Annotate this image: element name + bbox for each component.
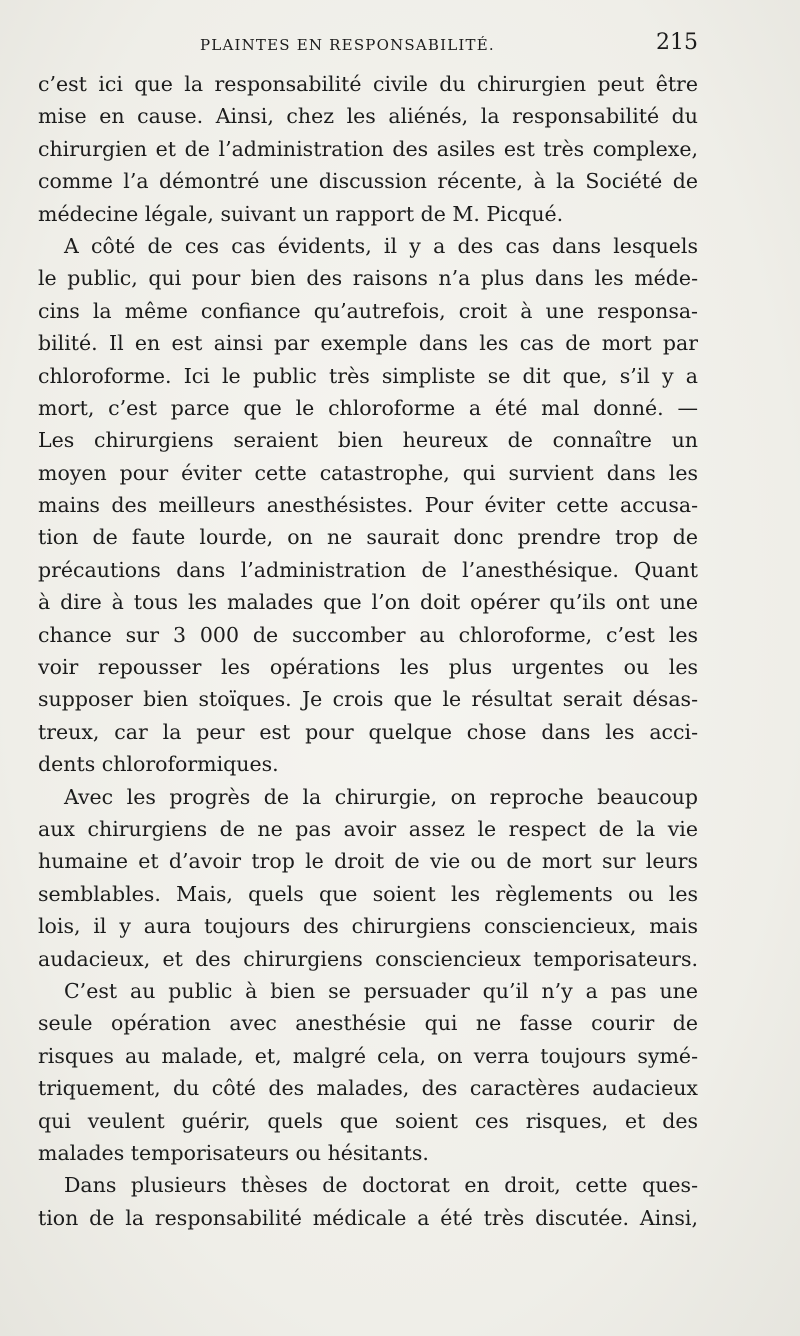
paragraph (38, 975, 698, 1169)
text-line: lois, il y aura toujours des chirurgiens consciencieux, mais (38, 914, 698, 939)
text-line: voir repousser les opérations les plus urgentes ou les (38, 655, 698, 680)
text-line: dents chloroformiques. (38, 752, 279, 777)
text-line: médecine légale, suivant un rapport de M. Picqué. (38, 201, 564, 226)
text-line: tion de la responsabilité médicale a été très discutée. Ainsi, (38, 1205, 698, 1230)
paragraph (38, 781, 698, 975)
paragraph (38, 68, 698, 230)
text-line: mort, c’est parce que le chloroforme a été mal donné. — (38, 395, 698, 420)
text-line: A côté de ces cas évidents, il y a des cas dans lesquels (64, 233, 698, 258)
text-line: Avec les progrès de la chirurgie, on reproche beaucoup (64, 784, 698, 809)
text-line: moyen pour éviter cette catastrophe, qui survient dans les (38, 460, 698, 485)
text-line: tion de faute lourde, on ne saurait donc prendre trop de (38, 525, 698, 550)
text-line: supposer bien stoïques. Je crois que le résultat serait désas- (38, 687, 698, 712)
text-line: mains des meilleurs anesthésistes. Pour éviter cette accusa- (38, 493, 698, 518)
body-text (38, 68, 698, 1234)
text-line: chance sur 3 000 de succomber au chloroforme, c’est les (38, 622, 698, 647)
page-number: 215 (656, 30, 698, 55)
text-line: le public, qui pour bien des raisons n’a plus dans les méde- (38, 266, 698, 291)
text-line: audacieux, et des chirurgiens consciencieux temporisateurs. (38, 946, 698, 971)
page-header (38, 30, 698, 60)
text-line: précautions dans l’administration de l’anesthésique. Quant (38, 557, 698, 582)
text-line: seule opération avec anesthésie qui ne fasse courir de (38, 1011, 698, 1036)
text-line: aux chirurgiens de ne pas avoir assez le respect de la vie (38, 816, 698, 841)
text-line: à dire à tous les malades que l’on doit opérer qu’ils ont une (38, 590, 698, 615)
text-line: Dans plusieurs thèses de doctorat en droit, cette ques- (64, 1173, 698, 1198)
text-line: treux, car la peur est pour quelque chose dans les acci- (38, 719, 698, 744)
text-line: semblables. Mais, quels que soient les règlements ou les (38, 881, 698, 906)
text-line: risques au malade, et, malgré cela, on verra toujours symé- (38, 1043, 698, 1068)
text-line: chloroforme. Ici le public très simpliste se dit que, s’il y a (38, 363, 698, 388)
paragraph (38, 230, 698, 781)
text-line: mise en cause. Ainsi, chez les aliénés, la responsabilité du (38, 104, 698, 129)
text-line: Les chirurgiens seraient bien heureux de connaître un (38, 428, 698, 453)
text-line: chirurgien et de l’administration des asiles est très complexe, (38, 136, 698, 161)
text-line: malades temporisateurs ou hésitants. (38, 1140, 429, 1165)
running-title: PLAINTES EN RESPONSABILITÉ. (200, 36, 495, 54)
text-line: C’est au public à bien se persuader qu’il n’y a pas une (64, 978, 698, 1003)
text-line: triquement, du côté des malades, des caractères audacieux (38, 1076, 698, 1101)
text-line: comme l’a démontré une discussion récente, à la Société de (38, 169, 698, 194)
text-line: humaine et d’avoir trop le droit de vie ou de mort sur leurs (38, 849, 698, 874)
paragraph (38, 1169, 698, 1234)
text-line: qui veulent guérir, quels que soient ces risques, et des (38, 1108, 698, 1133)
text-line: cins la même confiance qu’autrefois, croit à une responsa- (38, 298, 698, 323)
text-line: c’est ici que la responsabilité civile du chirurgien peut être (38, 72, 698, 96)
text-line: bilité. Il en est ainsi par exemple dans les cas de mort par (38, 331, 698, 356)
